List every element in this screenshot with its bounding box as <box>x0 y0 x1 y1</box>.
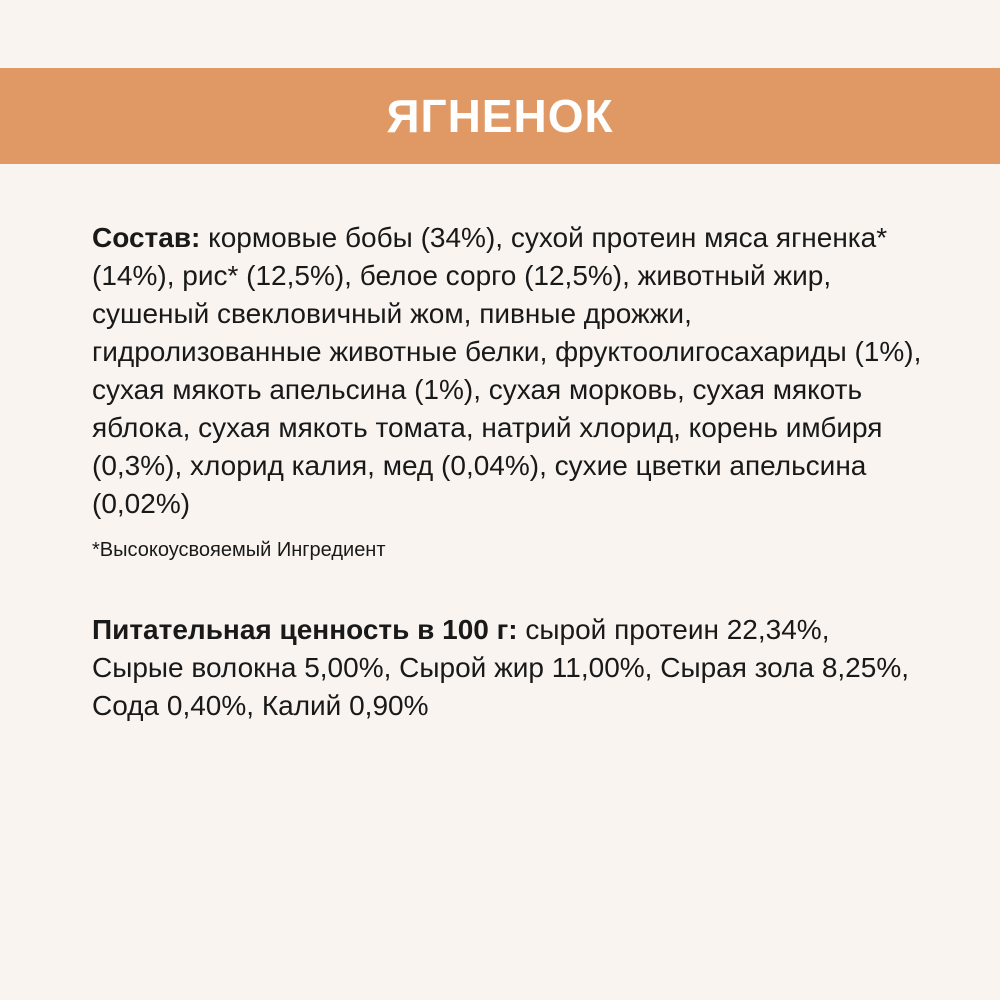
header-band <box>0 68 1000 164</box>
composition-text: кормовые бобы (34%), сухой протеин мяса ягненка* (14%), рис* (12,5%), белое сорго (12,5%), животный жир, сушеный свекловичный жом, пивные дрожжи, гидролизованные животные белки, фруктоолигосахариды (1%), сухая мякоть апельсина (1%), сухая морковь, сухая мякоть яблока, сухая мякоть томата, натрий хлорид, корень имбиря (0,3%), хлорид калия, мед (0,04%), сухие цветки апельсина (0,02%) <box>92 222 922 519</box>
composition-label: Состав: <box>92 222 201 253</box>
nutrition-paragraph <box>92 611 927 725</box>
composition-paragraph <box>92 219 927 523</box>
ingredient-footnote: *Высокоусвояемый Ингредиент <box>92 539 386 561</box>
content-area <box>92 219 927 725</box>
product-flavor-title: ЯГНЕНОК <box>386 90 614 142</box>
nutrition-label: Питательная ценность в 100 г: <box>92 614 518 645</box>
nutrition-text: сырой протеин 22,34%, Сырые волокна 5,00%, Сырой жир 11,00%, Сырая зола 8,25%, Сода 0,40%, Калий 0,90% <box>92 614 910 721</box>
